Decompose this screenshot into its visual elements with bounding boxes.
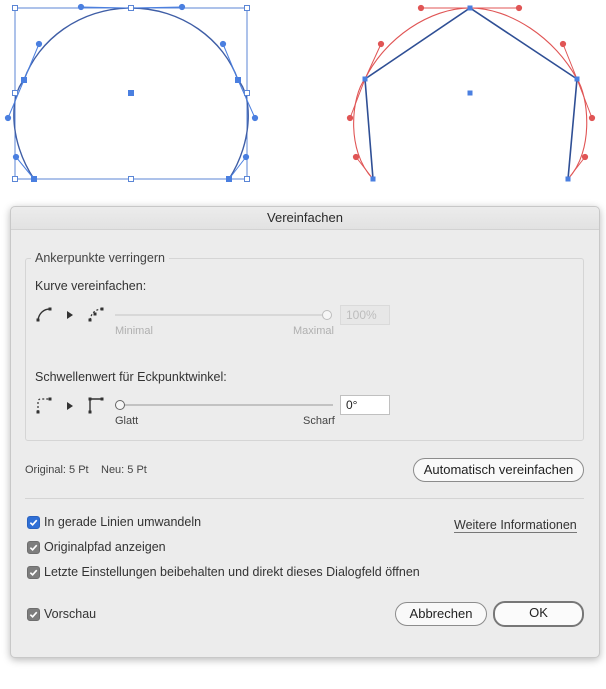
smooth-curve-icon [35,306,53,322]
keep-settings-checkbox[interactable] [27,566,40,579]
corner-max-label: Scharf [303,415,335,427]
auto-simplify-button[interactable]: Automatisch vereinfachen [413,458,584,482]
curve-max-label: Maximal [293,325,334,337]
preview-label[interactable]: Vorschau [44,607,97,621]
checkmark-icon [29,518,38,527]
artwork-canvas [0,0,606,200]
curve-slider-track[interactable] [115,314,327,316]
ok-button[interactable]: OK [493,601,584,627]
separator [25,498,584,499]
checkmark-icon [29,610,38,619]
sharp-corner-icon [87,396,105,414]
more-info-link-text[interactable]: Weitere Informationen [454,518,577,532]
keep-settings-label[interactable]: Letzte Einstellungen beibehalten und direkt dieses Dialogfeld öffnen [44,565,420,579]
dialog-title: Vereinfachen [11,207,599,230]
curve-value-field[interactable]: 100% [340,305,390,325]
smooth-corner-icon [35,396,53,414]
corner-min-label: Glatt [115,415,139,427]
curve-label: Kurve vereinfachen: [35,279,147,293]
original-path-selected [5,4,257,181]
corner-slider-track[interactable] [115,404,333,406]
arrow-right-icon [67,311,73,319]
checkmark-icon [29,568,38,577]
curve-slider-knob[interactable] [322,310,332,320]
group-title: Ankerpunkte verringern [31,251,169,265]
show-original-path-label[interactable]: Originalpfad anzeigen [44,540,166,554]
cancel-button[interactable]: Abbrechen [395,602,487,626]
convert-straight-lines-label[interactable]: In gerade Linien umwandeln [44,515,202,529]
checkmark-icon [29,543,38,552]
new-count: Neu: 5 Pt [101,464,147,476]
arrow-right-icon [67,402,73,410]
simplify-dialog [10,206,600,658]
preview-checkbox[interactable] [27,608,40,621]
reduced-points-icon [87,306,105,322]
corner-angle-label: Schwellenwert für Eckpunktwinkel: [35,370,227,384]
convert-straight-lines-checkbox[interactable] [27,516,40,529]
show-original-path-checkbox[interactable] [27,541,40,554]
corner-value-field[interactable]: 0° [340,395,390,415]
simplified-preview-path [347,5,594,181]
original-count: Original: 5 Pt [25,464,89,476]
corner-slider-knob[interactable] [115,400,125,410]
more-info-link[interactable] [454,516,577,534]
curve-min-label: Minimal [115,325,153,337]
